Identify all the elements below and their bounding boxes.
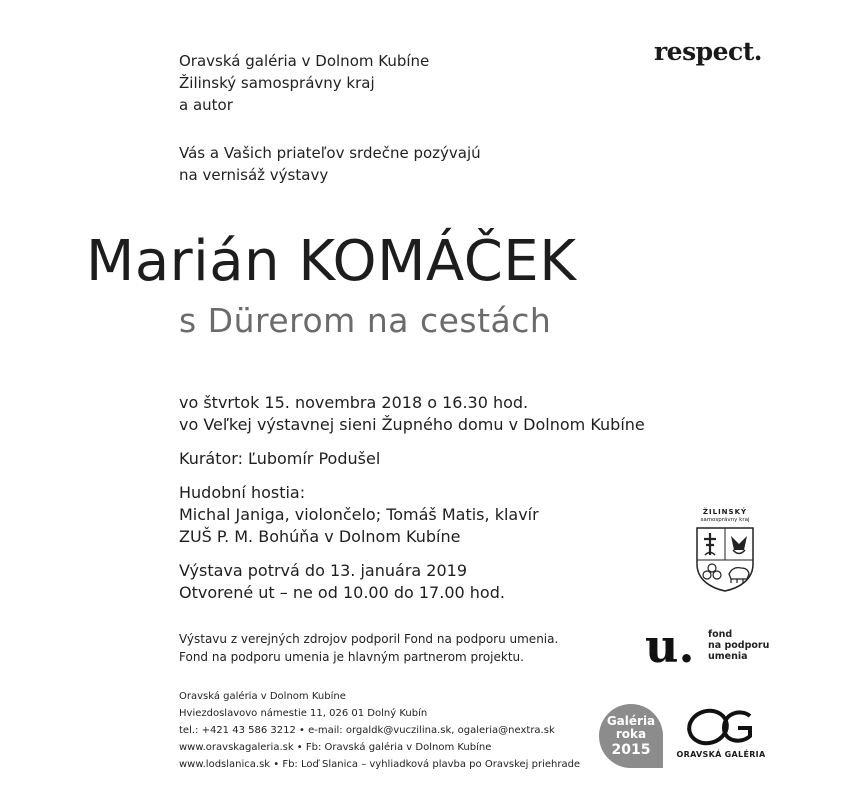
footer-web-slanica: www.lodslanica.sk • Fb: Loď Slanica – vyhliadková plavba po Oravskej priehrade (179, 759, 581, 770)
fond-logo-text (708, 629, 769, 662)
footer-contact: tel.: +421 43 586 3212 • e-mail: orgaldk@vuczilina.sk, ogaleria@nextra.sk (179, 725, 555, 736)
exhibition-title: s Dürerom na cestách (179, 301, 552, 340)
support-line: Výstavu z verejných zdrojov podporil Fond na podporu umenia. (179, 632, 559, 646)
coat-of-arms-icon (693, 524, 757, 592)
support-note (179, 630, 558, 666)
organizers-block (179, 50, 429, 116)
og-logo-text: ORAVSKÁ GALÉRIA (676, 750, 766, 759)
fond-text-line: umenia (708, 651, 748, 662)
artist-name: Marián KOMÁČEK (86, 229, 577, 294)
zsk-title: ŽILINSKÝ (702, 508, 748, 516)
fond-text-line: na podporu (708, 640, 770, 651)
invitation-block (179, 142, 481, 186)
exhibition-end: Výstava potrvá do 13. januára 2019 (179, 561, 467, 580)
support-line: Fond na podporu umenia je hlavným partnerom projektu. (179, 650, 524, 664)
fond-logo (645, 619, 695, 673)
footer-org: Oravská galéria v Dolnom Kubíne (179, 691, 346, 702)
event-date: vo štvrtok 15. novembra 2018 o 16.30 hod. (179, 393, 529, 412)
contact-footer (179, 688, 580, 773)
duration-block (179, 560, 645, 604)
curator: Kurátor: Ľubomír Podušel (179, 449, 381, 468)
event-venue: vo Veľkej výstavnej sieni Župného domu v Dolnom Kubíne (179, 415, 645, 434)
music-block (179, 482, 645, 548)
music-school: ZUŠ P. M. Bohúňa v Dolnom Kubíne (179, 527, 461, 546)
opening-hours: Otvorené ut – ne od 10.00 do 17.00 hod. (179, 583, 505, 602)
music-performers: Michal Janiga, violončelo; Tomáš Matis, klavír (179, 505, 539, 524)
curator-block (179, 448, 645, 470)
fond-text-line: fond (708, 629, 733, 640)
fond-logo-mark: u. (645, 619, 695, 673)
badge-year: 2015 (611, 742, 651, 758)
badge-line: Galéria (606, 714, 656, 728)
badge-line: roka (615, 727, 647, 741)
event-details (179, 392, 645, 616)
og-monogram-icon (676, 706, 766, 748)
oravska-galeria-logo (676, 706, 766, 766)
zsk-subtitle: samosprávny kraj (700, 517, 750, 523)
event-datetime-block (179, 392, 645, 436)
respect-logo: respect. (654, 37, 763, 66)
organizer-line: Oravská galéria v Dolnom Kubíne (179, 52, 430, 70)
invitation-line: Vás a Vašich priateľov srdečne pozývajú (179, 144, 481, 162)
zilinsky-kraj-logo (693, 508, 757, 596)
organizer-line: a autor (179, 96, 233, 114)
footer-address: Hviezdoslavovo námestie 11, 026 01 Dolný Kubín (179, 708, 428, 719)
galeria-roka-badge (599, 704, 663, 768)
footer-web: www.oravskagaleria.sk • Fb: Oravská galéria v Dolnom Kubíne (179, 742, 492, 753)
music-heading: Hudobní hostia: (179, 483, 306, 502)
invitation-line: na vernisáž výstavy (179, 166, 329, 184)
organizer-line: Žilinský samosprávny kraj (179, 74, 375, 92)
